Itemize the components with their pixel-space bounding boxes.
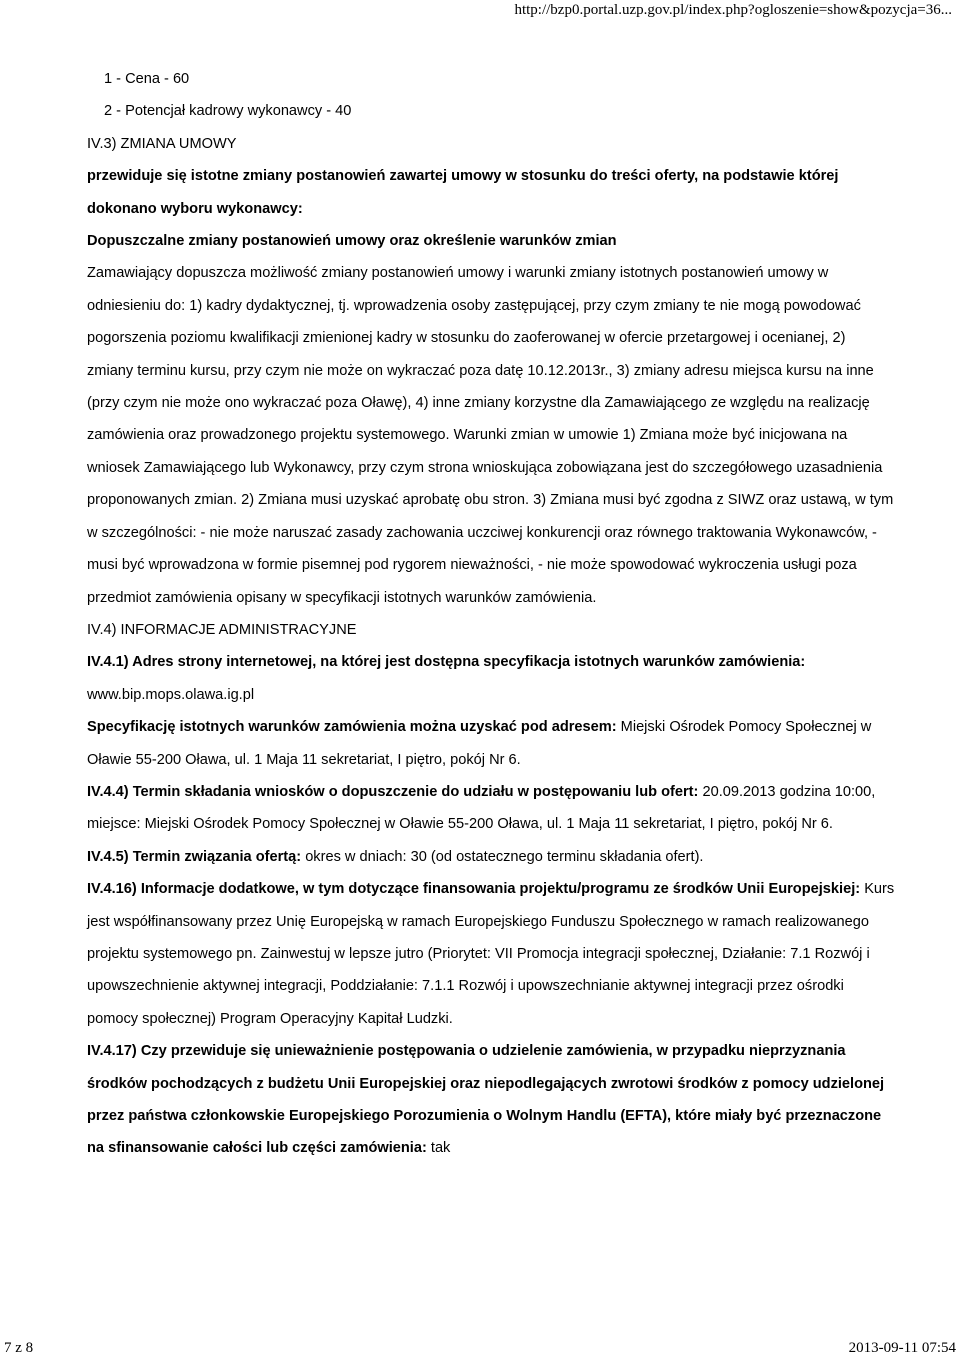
spec-website-paragraph: [87, 646, 895, 711]
section-heading-iv4: IV.4) INFORMACJE ADMINISTRACYJNE: [87, 621, 357, 638]
criterion-item: 1 - Cena - 60: [104, 71, 190, 87]
print-header-url: http://bzp0.portal.uzp.gov.pl/index.php?ogloszenie=show&pozycja=36...: [514, 2, 952, 18]
binding-period-label: IV.4.5) Termin związania ofertą:: [87, 848, 302, 865]
section-heading-iv3: IV.3) ZMIANA UMOWY: [87, 135, 237, 152]
deadline-value: 20.09.2013 godzina 10:00, miejsce: Miejski Ośrodek Pomocy Społecznej w Oławie 55-200 Oława, ul. 1 Maja 11 sekretariat, I piętro, pokój Nr 6.: [87, 783, 876, 833]
contract-change-subheading: Dopuszczalne zmiany postanowień umowy oraz określenie warunków zmian: [87, 233, 617, 250]
print-footer: [0, 1338, 960, 1358]
additional-info-label: IV.4.16) Informacje dodatkowe, w tym dotyczące finansowania projektu/programu ze środków Unii Europejskiej:: [87, 881, 861, 898]
additional-info-paragraph: [87, 873, 895, 1035]
spec-address-paragraph: [87, 711, 895, 776]
spec-website-label: IV.4.1) Adres strony internetowej, na której jest dostępna specyfikacja istotnych warunków zamówienia:: [87, 654, 806, 671]
spec-website-url: www.bip.mops.olawa.ig.pl: [87, 686, 255, 703]
spec-address-value: Miejski Ośrodek Pomocy Społecznej w Oławie 55-200 Oława, ul. 1 Maja 11 sekretariat, I piętro, pokój Nr 6.: [87, 719, 872, 768]
page-number: 7 z 8: [4, 1340, 34, 1356]
deadline-paragraph: [87, 776, 895, 841]
deadline-label: IV.4.4) Termin składania wniosków o dopuszczenie do udziału w postępowaniu lub ofert:: [87, 783, 699, 800]
cancellation-paragraph: [87, 1035, 895, 1165]
contract-change-body: Zamawiający dopuszcza możliwość zmiany postanowień umowy i warunki zmiany istotnych postanowień umowy w odniesieniu do: 1) kadry dydaktycznej, tj. wprowadzenia osoby zastępującej, przy czym zmiany te nie mogą powodować pogorszenia poziomu kwalifikacji zmienionej kadry w stosunku do zaoferowanej w ofercie przetargowej i ocenianej, 2) zmiany terminu kursu, przy czym nie może on wykraczać poza datę 10.12.2013r., 3) zmiany adresu miejsca kursu na inne (przy czym nie może ono wykraczać poza Oławę), 4) inne zmiany korzystne dla Zamawiającego ze względu na realizację zamówienia oraz prowadzonego projektu systemowego. Warunki zmian w umowie 1) Zmiana może być inicjowana na wniosek Zamawiającego lub Wykonawcy, przy czym strona wnioskująca zobowiązana jest do szczegółowego uzasadnienia proponowanych zmian. 2) Zmiana musi uzyskać aprobatę obu stron. 3) Zmiana musi być zgodna z SIWZ oraz ustawą, w tym w szczególności: - nie może naruszać zasady zachowania uczciwej konkurencji oraz równego traktowania Wykonawców, - musi być wprowadzona w formie pisemnej pod rygorem nieważności, - nie może spowodować wykroczenia usługi poza przedmiot zamówienia opisany w specyfikacji istotnych warunków zamówienia.: [87, 265, 894, 606]
contract-change-question: przewiduje się istotne zmiany postanowień zawartej umowy w stosunku do treści oferty, na podstawie której dokonano wyboru wykonawcy:: [87, 168, 839, 217]
additional-info-value: Kurs jest współfinansowany przez Unię Europejską w ramach Europejskiego Funduszu Społecznego w ramach realizowanego projektu systemowego pn. Zainwestuj w lepsze jutro (Priorytet: VII Promocja integracji społecznej, Działanie: 7.1 Rozwój i upowszechnienie aktywnej integracji, Poddziałanie: 7.1.1 Rozwój i upowszechnianie aktywnej integracji przez ośrodki pomocy społecznej) Program Operacyjny Kapitał Ludzki.: [87, 881, 895, 1027]
binding-period-value: okres w dniach: 30 (od ostatecznego terminu składania ofert).: [305, 848, 704, 865]
cancellation-value: tak: [430, 1140, 451, 1157]
binding-period-paragraph: [87, 841, 895, 873]
spec-address-label: Specyfikację istotnych warunków zamówienia można uzyskać pod adresem:: [87, 719, 617, 736]
cancellation-label: IV.4.17) Czy przewiduje się unieważnienie postępowania o udzielenie zamówienia, w przypadku nieprzyznania środków pochodzących z budżetu Unii Europejskiej oraz niepodlegających zwrotowi środków z pomocy udzielonej przez państwa członkowskie Europejskiego Porozumienia o Wolnym Handlu (EFTA), które miały być przeznaczone na sfinansowanie całości lub części zamówienia:: [87, 1043, 885, 1157]
document-content: [87, 63, 895, 1165]
print-datetime: 2013-09-11 07:54: [848, 1340, 956, 1356]
criterion-item: 2 - Potencjał kadrowy wykonawcy - 40: [104, 103, 352, 120]
